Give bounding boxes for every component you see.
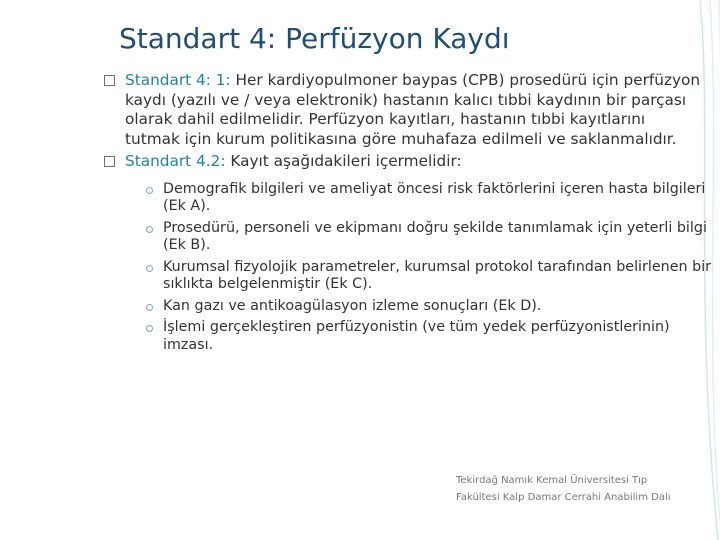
list-item-text: İşlemi gerçekleştiren perfüzyonistin (ve tüm yedek perfüzyonistlerinin) imzası. xyxy=(163,319,670,353)
list-item xyxy=(146,319,713,354)
footer-line-1: Tekirdağ Namık Kemal Üniversitesi Tıp xyxy=(456,475,648,486)
standard-4-1-paragraph xyxy=(104,71,704,149)
paragraph-text: Her kardiyopulmoner baypas (CPB) prosedürü için perfüzyon kaydı (yazılı ve / veya elektronik) hastanın kalıcı tıbbi kaydının bir parçası olarak dahil edilmelidir. Perfüzyon kayıtları, hastanın tıbbi kayıtlarını tutmak için kurum politikasına göre muhafaza edilmeli ve saklanmalıdır. xyxy=(125,71,701,148)
slide-content xyxy=(104,71,712,358)
list-item xyxy=(146,220,713,255)
checkbox-bullet-icon xyxy=(104,156,115,167)
checkbox-bullet-icon xyxy=(104,75,115,86)
footer-line-2: Fakültesi Kalp Damar Cerrahi Anabilim Dalı xyxy=(456,492,671,503)
ring-bullet-icon xyxy=(146,265,153,272)
list-item xyxy=(146,259,713,294)
list-item xyxy=(146,298,713,316)
list-item xyxy=(146,181,713,216)
paragraph-text: Kayıt aşağıdakileri içermelidir: xyxy=(225,152,462,170)
footer-institution xyxy=(456,472,671,506)
list-item-text: Kan gazı ve antikoagülasyon izleme sonuçları (Ek D). xyxy=(163,297,542,314)
list-item-text: Kurumsal fizyolojik parametreler, kurumsal protokol tarafından belirlenen bir sıklıkta belgelenmiştir (Ek C). xyxy=(163,258,712,292)
list-item-text: Prosedürü, personeli ve ekipmanı doğru şekilde tanımlamak için yeterli bilgi (Ek B). xyxy=(163,219,707,253)
list-item-text: Demografik bilgileri ve ameliyat öncesi risk faktörlerini içeren hasta bilgileri (Ek A). xyxy=(163,180,706,214)
standard-label: Standart 4: 1: xyxy=(125,71,231,89)
ring-bullet-icon xyxy=(146,226,153,233)
slide-title: Standart 4: Perfüzyon Kaydı xyxy=(119,22,510,55)
ring-bullet-icon xyxy=(146,325,153,332)
standard-label: Standart 4.2: xyxy=(125,152,226,170)
record-contents-list xyxy=(104,180,712,355)
ring-bullet-icon xyxy=(146,187,153,194)
standard-4-2-paragraph xyxy=(104,152,704,172)
ring-bullet-icon xyxy=(146,304,153,311)
